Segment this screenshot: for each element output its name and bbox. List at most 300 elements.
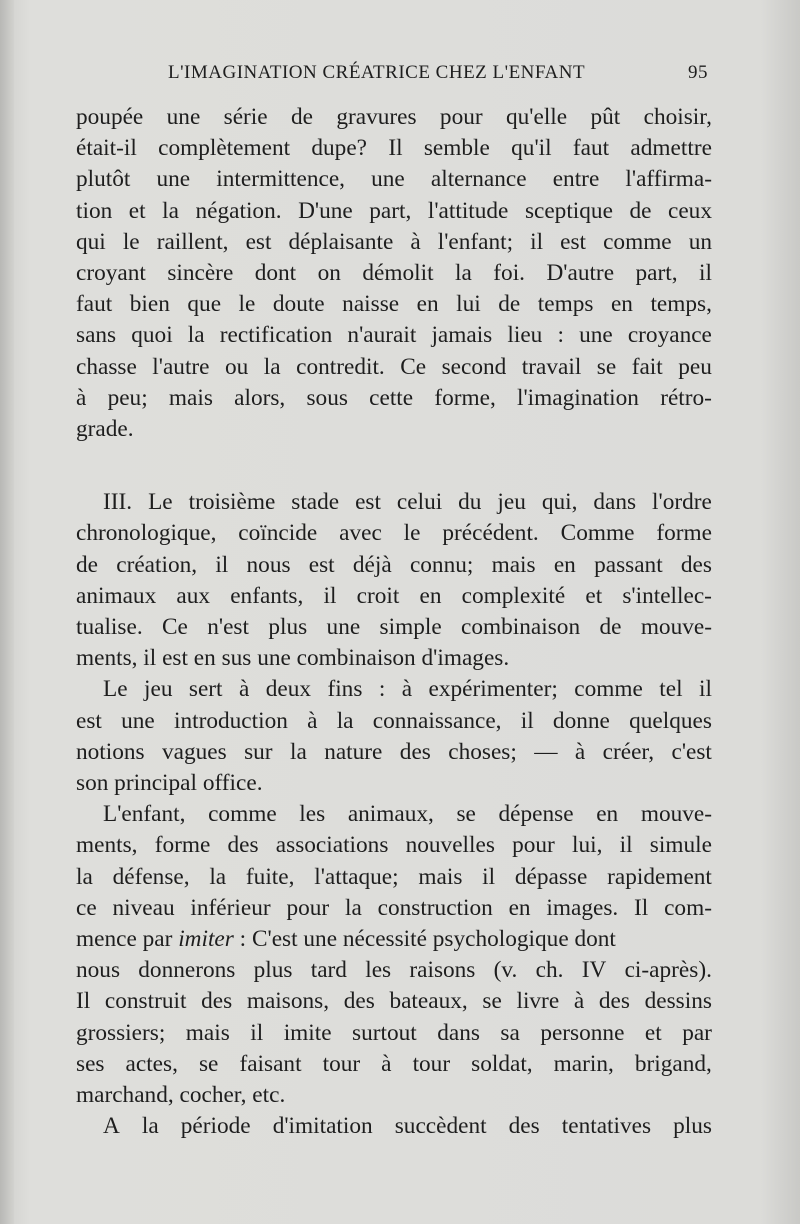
word: création, — [116, 551, 198, 578]
paragraph — [76, 1111, 712, 1142]
word: l'attitude — [427, 197, 509, 224]
word: choses; — [448, 738, 517, 765]
word: raillent, — [156, 228, 229, 255]
word: brigand, — [634, 1050, 712, 1077]
word: Il — [388, 135, 403, 162]
section-gap — [76, 445, 712, 487]
word: est — [355, 489, 381, 516]
word: rectification — [219, 322, 333, 349]
text-line — [76, 518, 712, 549]
text-line — [76, 955, 712, 986]
word: mouve- — [640, 801, 712, 828]
word: une — [579, 322, 613, 349]
word: en — [553, 551, 576, 578]
word: ce — [76, 894, 97, 921]
running-title: L'IMAGINATION CRÉATRICE CHEZ L'ENFANT — [168, 62, 586, 83]
word: il — [250, 1019, 264, 1046]
text-line — [76, 862, 712, 893]
word: choisir, — [643, 104, 712, 130]
text-line — [76, 706, 712, 737]
word: le — [403, 520, 421, 547]
word: temps — [537, 291, 594, 318]
word: donnerons — [138, 957, 236, 984]
page-number: 95 — [688, 62, 708, 83]
word: une — [156, 166, 191, 193]
word: dont — [254, 260, 297, 287]
text-line — [76, 986, 712, 1017]
word: est — [308, 551, 335, 578]
word: Ce — [162, 614, 188, 641]
word: pour — [286, 894, 330, 921]
word: est — [245, 228, 272, 255]
word: tel — [659, 676, 683, 703]
word: donne — [552, 707, 610, 734]
paragraph — [76, 799, 712, 1111]
word: gravures — [336, 104, 417, 130]
word: simule — [649, 832, 712, 859]
word: à — [573, 988, 585, 1015]
word: troisième — [188, 489, 276, 516]
word: contredit. — [296, 353, 385, 380]
text-line — [76, 1049, 712, 1080]
word: soldat, — [471, 1050, 533, 1077]
word: forme — [656, 520, 712, 547]
word: plus — [253, 957, 293, 984]
word: sert — [188, 676, 223, 703]
word: notions — [76, 738, 145, 765]
word: la — [344, 894, 362, 921]
word: cette — [369, 384, 414, 411]
word: images. — [546, 894, 619, 921]
word: expérimenter; — [428, 676, 558, 703]
word: des — [227, 832, 259, 859]
text-line — [76, 674, 712, 705]
word: raisons — [409, 957, 476, 984]
word: tentatives — [561, 1113, 652, 1140]
word: la — [336, 707, 354, 734]
word: dépense — [498, 801, 574, 828]
word: ou — [225, 353, 249, 380]
word: jamais — [431, 322, 493, 349]
text-line — [76, 164, 712, 195]
word: animaux, — [347, 801, 434, 828]
word: croyant — [76, 260, 146, 287]
word: doute — [272, 291, 325, 318]
word: IV — [581, 957, 607, 984]
word: bien — [129, 291, 170, 318]
word: connu; — [409, 551, 474, 578]
word: des — [680, 551, 712, 578]
word: lieu — [507, 322, 543, 349]
word: vagues — [162, 738, 227, 765]
word: Le — [148, 489, 173, 516]
word: du — [458, 489, 482, 516]
word: Ce — [400, 353, 427, 380]
word: négation. — [195, 197, 282, 224]
text-line: mence par imiter : C'est une nécessité psychologique dont — [76, 926, 616, 953]
word: complètement — [158, 135, 291, 162]
word: dupe? — [311, 135, 368, 162]
word: sur — [244, 738, 273, 765]
word: surtout — [352, 1019, 417, 1046]
word: plus — [268, 614, 308, 641]
word: l'autre — [152, 353, 210, 380]
word: la — [76, 863, 93, 890]
word: est — [76, 707, 102, 734]
word: ci-après). — [624, 957, 712, 984]
word: nature — [324, 738, 383, 765]
word: passant — [594, 551, 663, 578]
word: croyance — [627, 322, 712, 349]
word: lui — [456, 291, 481, 318]
word: déplaisante — [288, 228, 394, 255]
word: pour — [512, 832, 555, 859]
word: à — [381, 1050, 392, 1077]
word: entre — [552, 166, 600, 193]
word: connaissance, — [372, 707, 502, 734]
word: — — [534, 738, 558, 765]
text-line — [76, 830, 712, 861]
word: ments, — [76, 832, 138, 859]
text-line — [76, 799, 712, 830]
word: quelques — [629, 707, 712, 734]
word: quoi — [131, 322, 173, 349]
word: c'est — [671, 738, 712, 765]
word: faisant — [239, 1050, 302, 1077]
word: démolit — [362, 260, 434, 287]
word: en — [610, 291, 633, 318]
word: complexité — [461, 582, 566, 609]
word: l'ordre — [652, 489, 712, 516]
word: deux — [265, 676, 312, 703]
word: la — [162, 197, 179, 224]
word: par — [682, 1019, 712, 1046]
word: personne — [540, 1019, 625, 1046]
word: : — [557, 322, 564, 349]
word: de — [76, 551, 98, 578]
word: imite — [283, 1019, 332, 1046]
word: croit — [356, 582, 400, 609]
word: créer, — [602, 738, 655, 765]
word: fuite, — [245, 863, 295, 890]
word: Le — [103, 676, 128, 703]
word: A — [103, 1113, 120, 1140]
word: bateaux, — [389, 988, 468, 1015]
word: ses — [76, 1050, 105, 1077]
word: déjà — [352, 551, 392, 578]
word: grossiers; — [76, 1019, 166, 1046]
word: est — [560, 228, 587, 255]
word: actes, — [125, 1050, 178, 1077]
word: pour — [439, 104, 483, 130]
text-line — [76, 1018, 712, 1049]
word: de — [629, 197, 652, 224]
paragraph — [76, 674, 712, 799]
word: période — [180, 1113, 251, 1140]
word: des — [343, 988, 375, 1015]
word: la — [263, 353, 281, 380]
word: les — [365, 957, 392, 984]
word: se — [482, 988, 502, 1015]
word: tion — [76, 197, 113, 224]
word: lui, — [572, 832, 603, 859]
word: jeu — [497, 489, 526, 516]
word: une — [166, 104, 201, 130]
word: Comme — [560, 520, 635, 547]
word: sa — [500, 1019, 520, 1046]
word: et — [585, 582, 603, 609]
text-line: marchand, cocher, etc. — [76, 1082, 286, 1109]
word: n'est — [207, 614, 249, 641]
text-line — [76, 352, 712, 383]
word: en — [419, 582, 442, 609]
word: mouve- — [640, 614, 712, 641]
word: Il — [76, 988, 91, 1015]
word: on — [317, 260, 341, 287]
word: maisons, — [246, 988, 330, 1015]
word: se — [456, 801, 476, 828]
text-line — [76, 320, 712, 351]
word: série — [223, 104, 268, 130]
word: part, — [369, 197, 412, 224]
word: marin, — [553, 1050, 614, 1077]
word: en — [596, 801, 619, 828]
word: nous — [246, 551, 291, 578]
word: en — [416, 291, 439, 318]
word: Il — [634, 894, 649, 921]
word: alors, — [234, 384, 286, 411]
word: ch. — [535, 957, 564, 984]
word: tualise. — [76, 614, 143, 641]
word: des — [399, 738, 431, 765]
word: l'enfant; — [437, 228, 514, 255]
word: forme, — [434, 384, 496, 411]
word: ceux — [667, 197, 712, 224]
text-line — [76, 102, 712, 133]
word: à — [401, 676, 413, 703]
word: qui — [76, 228, 106, 255]
text-line — [76, 487, 712, 518]
word: avec — [339, 520, 382, 547]
italic-word: imiter — [178, 926, 234, 953]
word: D'une — [298, 197, 353, 224]
word: précédent. — [442, 520, 539, 547]
word: de — [498, 291, 521, 318]
word: se — [198, 1050, 219, 1077]
word: nouvelles — [405, 832, 495, 859]
word: poupée — [76, 104, 144, 130]
word: était-il — [76, 135, 137, 162]
word: coïncide — [238, 520, 318, 547]
word: III. — [103, 489, 133, 516]
word: chasse — [76, 353, 137, 380]
word: semble — [423, 135, 490, 162]
word: il — [215, 551, 229, 578]
word: dans — [437, 1019, 480, 1046]
word: les — [299, 801, 326, 828]
word: le — [122, 228, 140, 255]
word: celui — [396, 489, 443, 516]
word: : — [378, 676, 386, 703]
word: succèdent — [394, 1113, 487, 1140]
word: temps, — [650, 291, 712, 318]
word: se — [596, 353, 617, 380]
text-line — [76, 893, 712, 924]
word: enfants, — [230, 582, 304, 609]
word: de — [290, 104, 313, 130]
word: de — [599, 614, 622, 641]
text-line — [76, 737, 712, 768]
word: dépasse — [514, 863, 588, 890]
word: introduction — [174, 707, 288, 734]
word: sans — [76, 322, 117, 349]
word: faut — [572, 135, 610, 162]
text-line — [76, 227, 712, 258]
word: dans — [593, 489, 637, 516]
word: mais — [185, 1019, 230, 1046]
word: il — [323, 582, 337, 609]
text-line — [76, 196, 712, 227]
word: il — [619, 832, 633, 859]
body-text — [76, 102, 712, 1143]
word: (v. — [493, 957, 518, 984]
word: il — [482, 863, 496, 890]
word: alternance — [430, 166, 527, 193]
word: plus — [673, 1113, 712, 1140]
text-line — [76, 1111, 712, 1142]
word: qu'elle — [506, 104, 568, 130]
text-line: ments, il est en sus une combinaison d'images. — [76, 645, 510, 672]
word: s'intellec- — [622, 582, 712, 609]
word: admettre — [630, 135, 712, 162]
word: mais — [491, 551, 536, 578]
word: n'aurait — [347, 322, 417, 349]
word: comme — [603, 228, 672, 255]
word: l'affirma- — [625, 166, 712, 193]
word: que — [187, 291, 222, 318]
word: la — [289, 738, 307, 765]
word: peu — [678, 353, 712, 380]
word: dessins — [644, 988, 712, 1015]
word: une — [121, 707, 155, 734]
word: des — [201, 988, 233, 1015]
word: la — [187, 322, 205, 349]
word: construit — [104, 988, 187, 1015]
word: associations — [275, 832, 389, 859]
word: un — [688, 228, 712, 255]
text-line — [76, 612, 712, 643]
word: foi. — [493, 260, 525, 287]
word: à — [574, 738, 586, 765]
word: nous — [76, 957, 121, 984]
paragraph — [76, 487, 712, 674]
word: peu; — [107, 384, 148, 411]
word: il — [699, 676, 712, 703]
word: construction — [377, 894, 493, 921]
word: la — [141, 1113, 159, 1140]
word: fait — [631, 353, 663, 380]
word: à — [238, 676, 250, 703]
word: une — [371, 166, 405, 193]
word: et — [128, 197, 146, 224]
text-line — [76, 581, 712, 612]
text-line — [76, 133, 712, 164]
word: animaux — [76, 582, 157, 609]
word: simple — [379, 614, 442, 641]
word: d'imitation — [272, 1113, 373, 1140]
word: second — [441, 353, 507, 380]
word: inférieur — [190, 894, 271, 921]
word: le — [238, 291, 256, 318]
word: tour — [322, 1050, 361, 1077]
word: comme — [208, 801, 277, 828]
word: défense, — [112, 863, 190, 890]
word: naisse — [342, 291, 400, 318]
word: à — [410, 228, 421, 255]
word: intermittence, — [216, 166, 345, 193]
word: tard — [310, 957, 347, 984]
word: plutôt — [76, 166, 131, 193]
word: jeu — [144, 676, 173, 703]
word: niveau — [112, 894, 175, 921]
word: travail — [521, 353, 582, 380]
word: pût — [590, 104, 621, 130]
text-line — [76, 289, 712, 320]
text-line: son principal office. — [76, 770, 263, 797]
word: D'autre — [546, 260, 615, 287]
word: faut — [76, 291, 113, 318]
word: tour — [412, 1050, 451, 1077]
word: combinaison — [461, 614, 581, 641]
word: des — [508, 1113, 540, 1140]
word: qui, — [541, 489, 578, 516]
word: il — [530, 228, 544, 255]
text-line — [76, 383, 712, 414]
word: en — [508, 894, 531, 921]
word: forme — [154, 832, 211, 859]
word: sous — [306, 384, 348, 411]
word: comme — [574, 676, 643, 703]
word: rapidement — [607, 863, 712, 890]
word: la — [209, 863, 227, 890]
word: livre — [516, 988, 560, 1015]
word: sincère — [167, 260, 234, 287]
word: il — [520, 707, 534, 734]
word: des — [598, 988, 630, 1015]
word: il — [699, 260, 712, 287]
word: stade — [291, 489, 340, 516]
word: et — [644, 1019, 662, 1046]
word: qu'il — [511, 135, 552, 162]
word: L'enfant, — [103, 801, 186, 828]
word: aux — [176, 582, 211, 609]
word: mais — [168, 384, 213, 411]
text-line: grade. — [76, 416, 134, 443]
word: sceptique — [524, 197, 613, 224]
text-line — [76, 258, 712, 289]
word: part, — [635, 260, 678, 287]
word: chronologique, — [76, 520, 217, 547]
word: com- — [664, 894, 712, 921]
text-line — [76, 550, 712, 581]
word: fins — [327, 676, 363, 703]
word: la — [455, 260, 472, 287]
word: rétro- — [660, 384, 712, 411]
word: l'imagination — [517, 384, 639, 411]
paragraph — [76, 102, 712, 445]
word: à — [76, 384, 87, 411]
word: l'attaque; — [314, 863, 399, 890]
